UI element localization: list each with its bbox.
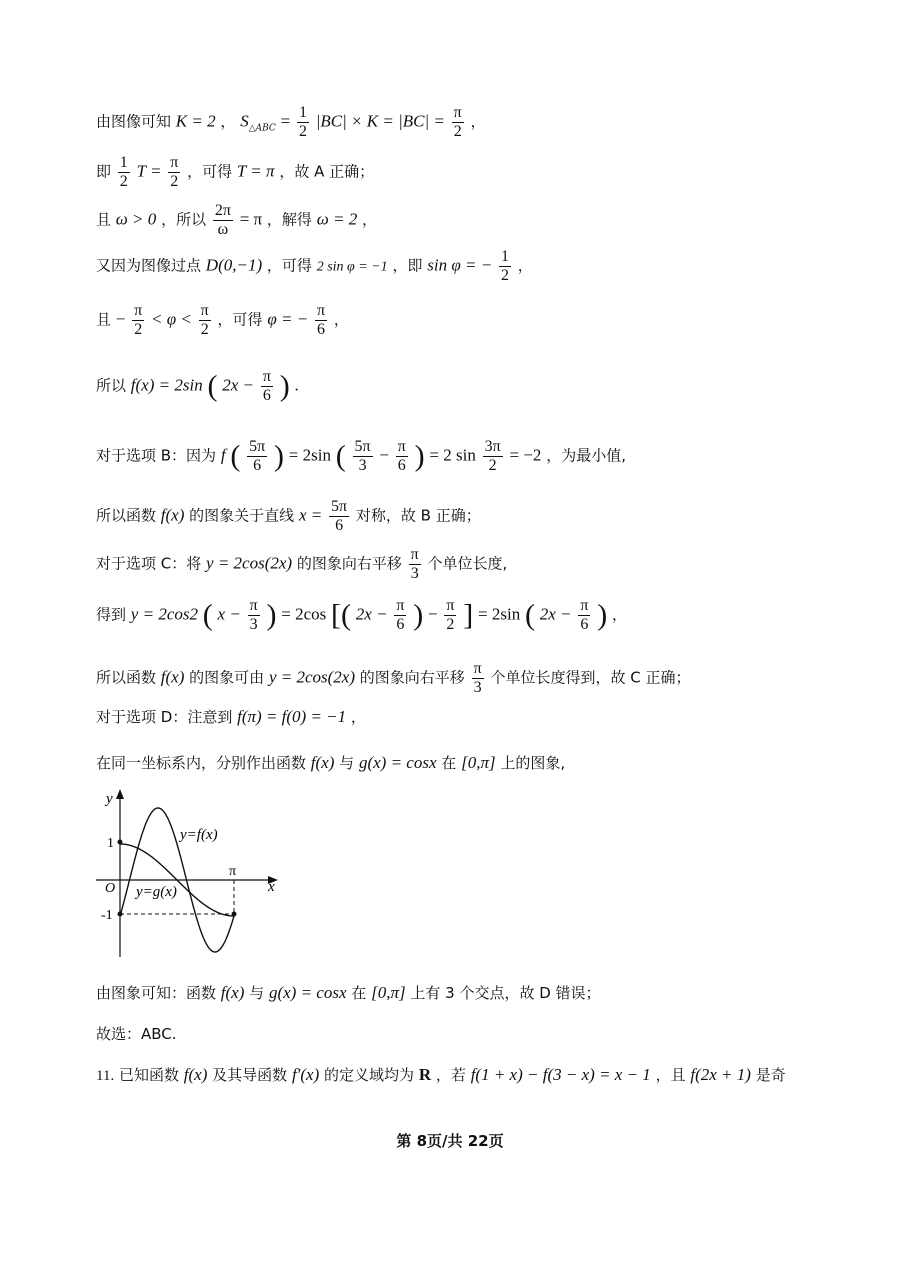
line-9: [96, 546, 507, 583]
math: 2 sin φ = −1: [316, 259, 388, 275]
paren-close: ): [274, 439, 284, 473]
math: 2x −: [355, 604, 388, 624]
text: 的定义域均为: [324, 1066, 415, 1084]
text: 对于选项 D：注意到: [96, 708, 233, 726]
math: = −2: [509, 445, 542, 465]
text: ，且: [655, 1066, 686, 1084]
math: f(x): [160, 505, 185, 525]
math: = π: [239, 209, 263, 229]
point-pi-neg1: [232, 912, 237, 917]
math: 2x −: [539, 604, 572, 624]
math: < φ <: [151, 309, 192, 329]
text: 及其导函数: [212, 1066, 288, 1084]
fraction: $\frac{3\pi}{2}$: [484, 438, 501, 474]
fraction: $\frac{\pi}{6}$: [316, 302, 326, 338]
x-axis-label: x: [268, 879, 275, 895]
math: =: [280, 111, 291, 131]
text: ，即: [392, 256, 423, 275]
text: 故选：ABC.: [96, 1025, 177, 1043]
line-3: [96, 202, 377, 239]
text: ，: [333, 310, 349, 329]
text: 对于选项 C：将: [96, 554, 202, 573]
paren-open: (: [207, 369, 218, 403]
line-11: [96, 660, 690, 697]
line-16: [96, 1064, 786, 1087]
page-footer: 第 8页/共 22页: [396, 1132, 504, 1150]
math: f(x): [160, 667, 185, 687]
text: 个单位长度,: [427, 554, 508, 573]
text: ，可得: [266, 256, 312, 275]
math: = 2sin: [478, 604, 521, 624]
math: |BC| × K = |BC| =: [315, 111, 445, 131]
text: 的图象可由: [189, 668, 265, 687]
math: y = 2cos2: [130, 604, 198, 624]
text: 且: [96, 310, 112, 329]
paren-open: (: [524, 598, 535, 632]
math: D(0,−1): [205, 255, 263, 275]
line-8: [96, 498, 481, 535]
paren-open: (: [335, 439, 346, 473]
fraction: $\frac{\pi}{6}$: [396, 597, 405, 633]
text: ，: [220, 112, 236, 131]
text: 由图像可知: [96, 112, 172, 131]
line-6: [96, 368, 299, 405]
point-0-1: [118, 840, 123, 845]
fraction: $\frac{2\pi}{\omega}$: [214, 202, 231, 238]
text: 的图象关于直线: [189, 506, 295, 525]
subscript: △ABC: [248, 123, 276, 134]
text: ，: [350, 708, 366, 726]
text: 在: [441, 754, 457, 772]
fraction: $\frac{1}{2}$: [119, 154, 128, 190]
fraction: $\frac{1}{2}$: [500, 248, 509, 284]
text: 与: [249, 984, 265, 1002]
fraction: $\frac{\pi}{6}$: [262, 368, 271, 404]
text: ，: [611, 605, 627, 624]
math: T =: [136, 161, 162, 181]
y-axis-arrow: [116, 789, 124, 799]
text: ，: [361, 210, 377, 229]
line-13: [96, 752, 565, 774]
text: 在同一坐标系内，分别作出函数: [96, 754, 307, 772]
tick-neg1: -1: [101, 908, 113, 923]
text: 得到: [96, 605, 127, 624]
text: 又因为图像过点: [96, 256, 202, 275]
text: ，: [470, 112, 486, 131]
fraction: $\frac{\pi}{2}$: [134, 302, 143, 338]
line-1: [96, 104, 486, 141]
function-graph: [92, 785, 292, 965]
text: 上有 3 个交点，故 D 错误；: [410, 984, 601, 1002]
fraction: $\frac{\pi}{3}$: [473, 660, 482, 696]
text: 且: [96, 210, 112, 229]
text: 上的图象,: [500, 754, 566, 772]
math: −: [428, 604, 438, 624]
math: y = 2cos(2x): [206, 553, 293, 573]
fraction: $\frac{1}{2}$: [298, 104, 307, 140]
math: y = 2cos(2x): [268, 667, 356, 687]
paren-close: ): [413, 598, 424, 632]
text: 对于选项 B：因为: [96, 446, 217, 465]
fraction: $\frac{\pi}{2}$: [446, 597, 455, 633]
math: x −: [217, 604, 241, 624]
text: 个单位长度得到，故 C 正确；: [490, 668, 691, 687]
line-14: [96, 982, 601, 1004]
math: 2x −: [222, 375, 255, 395]
math: = 2 sin: [429, 445, 476, 465]
math: f(2x + 1): [690, 1065, 751, 1084]
fraction: $\frac{5\pi}{6}$: [249, 438, 266, 474]
math: T = π: [236, 161, 275, 181]
text: 由图象可知：函数: [96, 984, 217, 1002]
line-4: [96, 248, 533, 285]
math: [0,π]: [461, 753, 496, 772]
math: sin φ = −: [427, 255, 493, 275]
math: = 2sin: [288, 445, 331, 465]
fraction: $\frac{5\pi}{6}$: [331, 498, 348, 534]
fraction: $\frac{5\pi}{3}$: [354, 438, 371, 474]
text: ，若: [435, 1066, 466, 1084]
text: 已知函数: [118, 1066, 179, 1084]
math: x =: [298, 505, 323, 525]
fraction: $\frac{\pi}{3}$: [249, 597, 258, 633]
math: f(x): [220, 983, 245, 1002]
bracket-close: ]: [463, 598, 474, 632]
fraction: $\frac{\pi}{6}$: [397, 438, 406, 474]
label-g: y=g(x): [136, 884, 177, 900]
math: f: [220, 445, 226, 465]
origin-label: O: [105, 881, 116, 896]
line-15: [96, 1023, 177, 1045]
math: R: [418, 1065, 432, 1084]
fraction: $\frac{\pi}{3}$: [410, 546, 419, 582]
math: φ = −: [267, 309, 309, 329]
math: = 2cos: [281, 604, 327, 624]
text: ，: [517, 256, 533, 275]
math: −: [379, 445, 389, 465]
math: f(x) = 2sin: [130, 375, 203, 395]
math: g(x) = cosx: [268, 983, 347, 1002]
fraction: $\frac{\pi}{2}$: [170, 154, 179, 190]
line-5: [96, 302, 349, 339]
fraction: $\frac{\pi}{2}$: [453, 104, 462, 140]
text: 在: [351, 984, 367, 1002]
line-7: [96, 438, 626, 475]
text: 对称，故 B 正确；: [355, 506, 481, 525]
paren-close: ): [597, 598, 608, 632]
math: [0,π]: [371, 983, 406, 1002]
text: 是奇: [755, 1066, 786, 1084]
math: f(x): [183, 1065, 208, 1084]
text: ，故 A 正确；: [279, 162, 375, 181]
label-f: y=f(x): [180, 827, 218, 843]
fraction: $\frac{\pi}{2}$: [200, 302, 209, 338]
paren-close: ): [414, 439, 425, 473]
math: g(x) = cosx: [358, 753, 437, 772]
math: K = 2: [175, 111, 216, 131]
math: f(x): [310, 753, 335, 772]
math: ω = 2: [316, 209, 358, 229]
math: f′(x): [291, 1065, 320, 1084]
fraction: $\frac{\pi}{6}$: [580, 597, 589, 633]
text: ，所以: [161, 210, 207, 229]
text: ，可得: [217, 310, 263, 329]
question-number: 11.: [96, 1068, 115, 1084]
bracket-open: [(: [331, 598, 352, 632]
tick-1: 1: [107, 836, 114, 851]
point-0-neg1: [118, 912, 123, 917]
text: 所以: [96, 376, 127, 395]
math: −: [115, 309, 126, 329]
paren-close: ): [266, 598, 277, 632]
text: ，可得: [187, 162, 233, 181]
text: 的图象向右平移: [296, 554, 402, 573]
paren-open: (: [230, 439, 241, 473]
math: S: [240, 111, 249, 131]
text: 即: [96, 162, 112, 181]
paren-open: (: [202, 598, 213, 632]
text: 与: [339, 754, 355, 772]
text: ，为最小值,: [546, 446, 626, 465]
text: 的图象向右平移: [359, 668, 465, 687]
math: f(1 + x) − f(3 − x) = x − 1: [470, 1065, 651, 1084]
text: 所以函数: [96, 668, 157, 687]
math: ω > 0: [115, 209, 157, 229]
paren-close: ): [279, 369, 290, 403]
text: 所以函数: [96, 506, 157, 525]
y-axis-label: y: [106, 791, 113, 807]
math: .: [294, 375, 299, 395]
tick-pi: π: [229, 864, 237, 879]
math: f(π) = f(0) = −1: [237, 707, 347, 726]
line-12: [96, 706, 366, 728]
text: ，解得: [266, 210, 312, 229]
line-2: [96, 154, 374, 191]
line-10: [96, 597, 627, 634]
